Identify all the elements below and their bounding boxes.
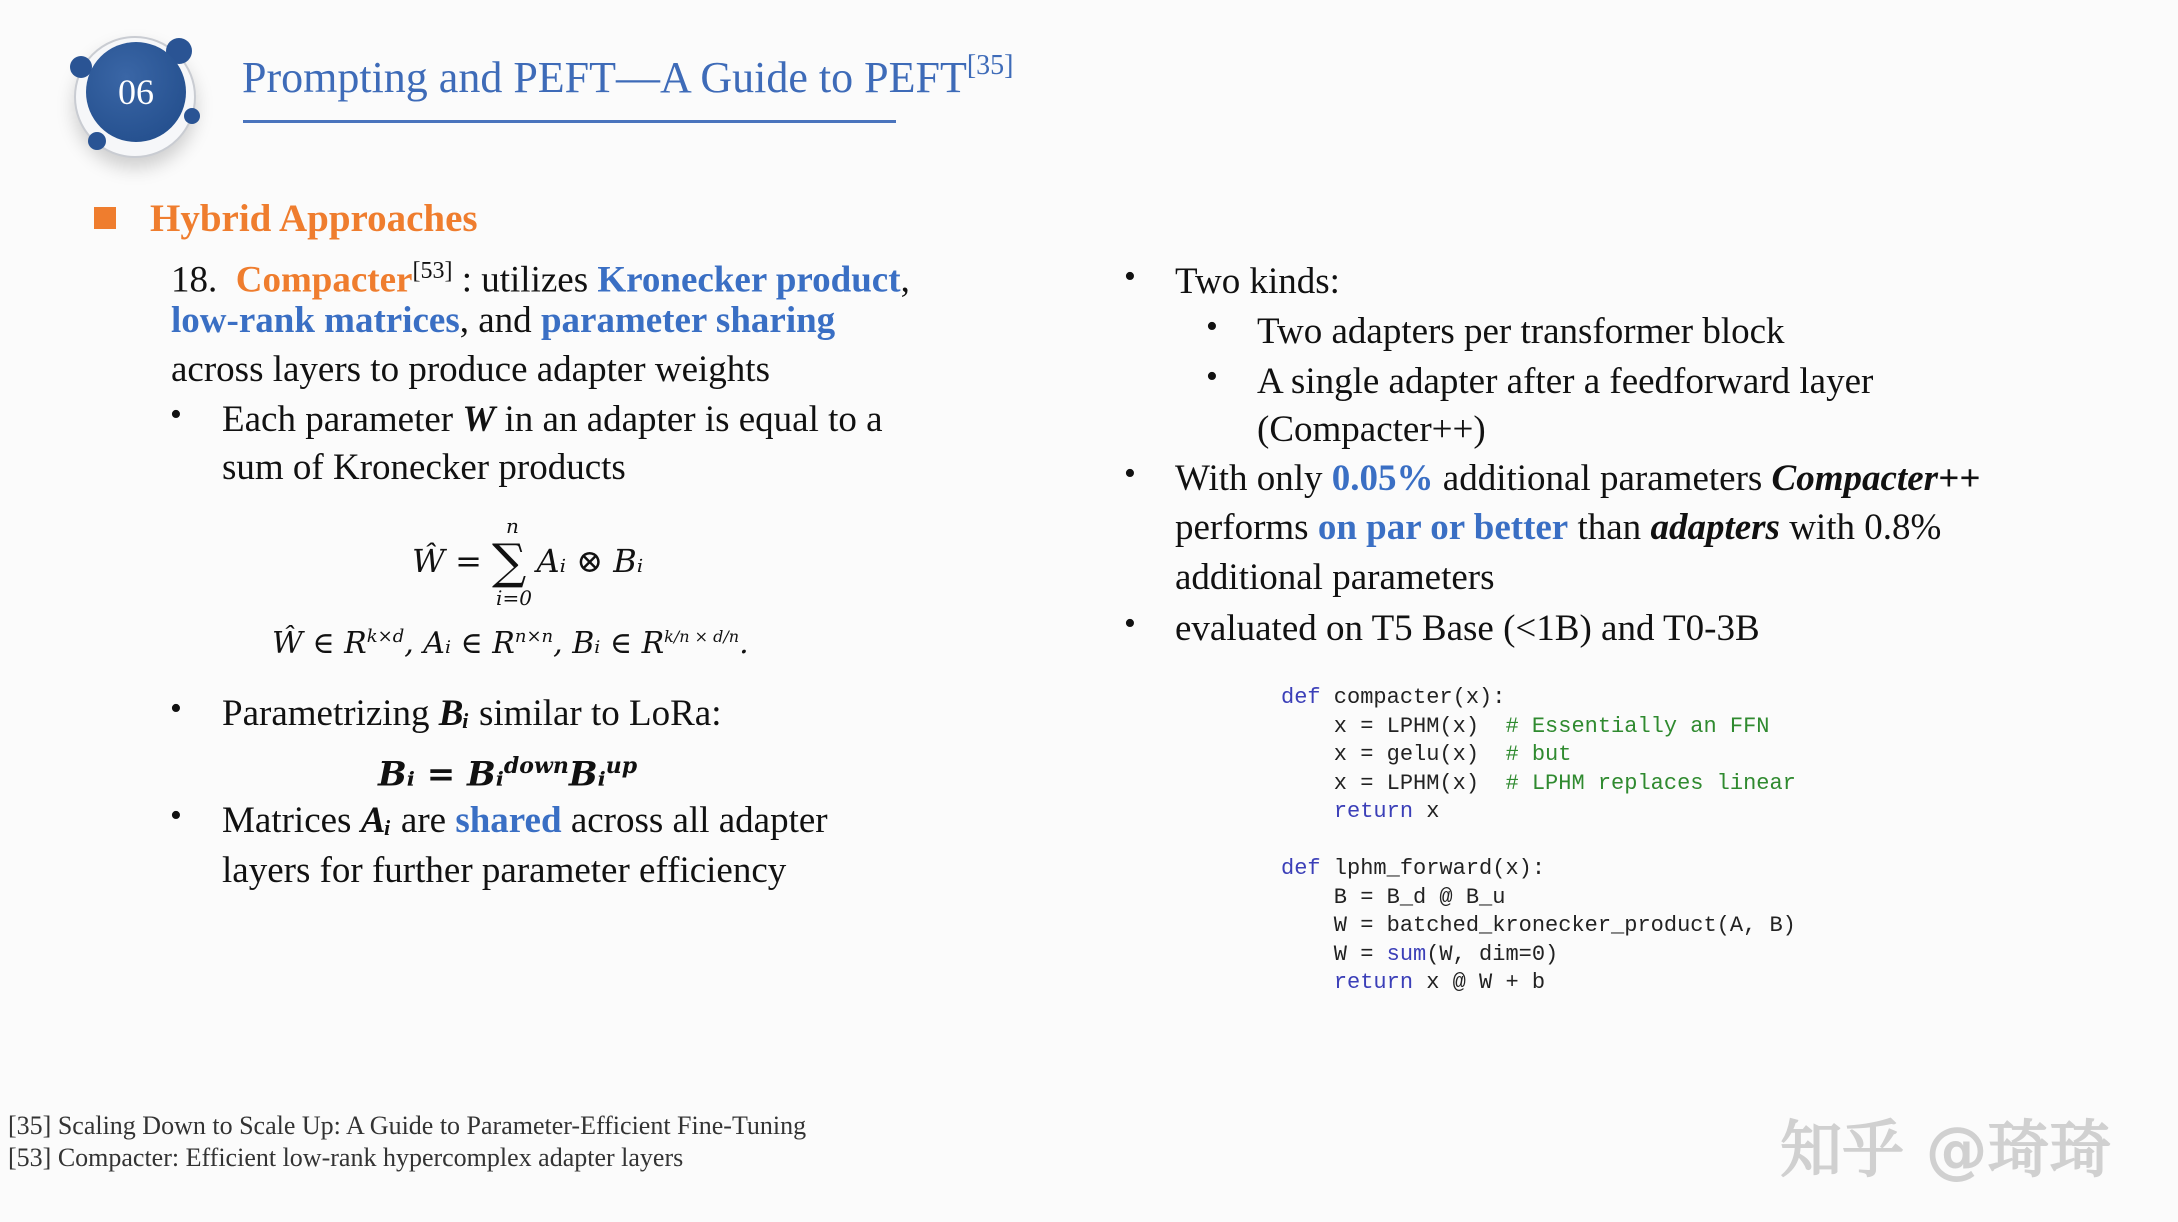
bullet-1-line-1 (222, 395, 883, 444)
code-text: W = (1281, 941, 1387, 967)
builtin: sum (1386, 941, 1427, 967)
equation-1 (412, 514, 644, 610)
sub-bullet-2: A single adapter after a feedforward layer (1257, 361, 1874, 402)
title-underline (243, 120, 896, 123)
text: Each parameter (222, 399, 463, 440)
keyword: def (1281, 685, 1321, 710)
code-comment: # LPHM replaces linear (1505, 770, 1796, 796)
text: , and (459, 300, 541, 341)
highlight: shared (455, 800, 562, 841)
text: across all adapter (561, 800, 828, 841)
section-number-badge: 06 (86, 42, 186, 142)
item-line-3: across layers to produce adapter weights (171, 349, 770, 390)
keyword: def (1281, 856, 1321, 881)
code-text: x @ W + b (1413, 970, 1546, 995)
badge-dot (88, 132, 106, 150)
equation-3 (378, 742, 637, 799)
right-bullet-2-line-3: additional parameters (1175, 557, 1495, 598)
text: Parametrizing (222, 693, 439, 734)
bullet-icon: • (170, 797, 182, 834)
eq-part: Bᵢ (568, 754, 606, 795)
slide-title (242, 50, 1013, 103)
code-block (1281, 684, 1796, 998)
bullet-3-line-1 (222, 796, 828, 845)
bullet-icon: • (1124, 455, 1136, 492)
bullet-2 (222, 689, 722, 738)
section-heading: Hybrid Approaches (150, 197, 478, 240)
eq-part: Ŵ ∈ R (272, 626, 367, 661)
code-comment: # but (1505, 742, 1572, 767)
text: : utilizes (452, 259, 598, 301)
equation-2 (272, 626, 749, 661)
var-b: Bᵢ (438, 693, 470, 734)
code-text: B = B_d @ B_u (1281, 884, 1506, 910)
right-bullet-1: Two kinds: (1175, 261, 1340, 302)
highlight: Kronecker product (597, 259, 901, 301)
emphasis: Compacter++ (1771, 458, 1981, 499)
square-bullet-icon (94, 207, 116, 229)
keyword: return (1333, 970, 1414, 995)
bullet-3-line-2: layers for further parameter efficiency (222, 850, 787, 891)
footnote-53: [53] Compacter: Efficient low-rank hypercomplex adapter layers (8, 1143, 684, 1172)
eq-part: , Bᵢ ∈ R (553, 626, 665, 661)
right-bullet-2-line-1 (1175, 454, 1980, 503)
code-text: x = gelu(x) (1281, 742, 1506, 767)
badge-dot (184, 108, 200, 124)
text: , (900, 259, 910, 301)
bullet-icon: • (1206, 308, 1218, 345)
eq-sup: k×d (366, 626, 405, 647)
bullet-icon: • (1206, 358, 1218, 395)
eq-part: , Aᵢ ∈ R (404, 626, 515, 661)
code-text: (W, dim=0) (1426, 941, 1559, 967)
footnote-35: [35] Scaling Down to Scale Up: A Guide to Parameter-Efficient Fine-Tuning (8, 1111, 807, 1140)
text: than (1568, 507, 1651, 548)
highlight: low-rank matrices (171, 300, 460, 341)
eq-lhs: Ŵ = (412, 542, 493, 580)
text: additional parameters (1433, 458, 1772, 499)
sub-bullet-2-cont: (Compacter++) (1257, 409, 1486, 450)
text: Matrices (222, 800, 361, 841)
bullet-1-line-2: sum of Kronecker products (222, 447, 626, 488)
item-line-2 (171, 296, 835, 345)
bullet-icon: • (170, 690, 182, 727)
right-bullet-2-line-2 (1175, 503, 1941, 552)
eq-sup: down (503, 753, 569, 779)
var-a: Aᵢ (360, 800, 392, 841)
sub-bullet-1: Two adapters per transformer block (1257, 311, 1785, 352)
keyword: return (1333, 799, 1414, 824)
text: with 0.8% (1779, 507, 1942, 548)
eq-sup: up (605, 753, 638, 779)
code-text: lphm_forward(x): (1320, 856, 1546, 881)
emphasis: adapters (1650, 507, 1780, 548)
text: With only (1175, 458, 1332, 499)
text: are (391, 800, 456, 841)
eq-part: . (739, 626, 749, 661)
bullet-icon: • (1124, 258, 1136, 295)
eq-sup: n×n (514, 626, 554, 647)
title-ref: [35] (966, 50, 1014, 81)
item-number: 18. (171, 259, 218, 301)
item-name: Compacter (235, 259, 413, 301)
highlight: parameter sharing (540, 300, 836, 341)
text: in an adapter is equal to a (495, 399, 883, 440)
sum-symbol: ∑ (492, 534, 527, 590)
bullet-icon: • (1124, 605, 1136, 642)
bullet-icon: • (170, 396, 182, 433)
code-text: W = batched_kronecker_product(A, B) (1281, 913, 1796, 938)
right-bullet-3: evaluated on T5 Base (<1B) and T0-3B (1175, 608, 1760, 649)
eq-sup: k/n × d/n (664, 627, 740, 646)
code-text: compacter(x): (1320, 685, 1506, 710)
code-text: x = LPHM(x) (1281, 770, 1506, 796)
eq-rhs: Aᵢ ⊗ Bᵢ (536, 542, 644, 580)
sum-lower: i=0 (496, 586, 532, 610)
code-text: x (1413, 799, 1440, 824)
eq-part: Bᵢ = Bᵢ (378, 754, 504, 795)
watermark: 知乎 @琦琦 (1780, 1113, 2112, 1186)
item-ref: [53] (412, 258, 453, 284)
text: performs (1175, 507, 1318, 548)
text: similar to LoRa: (469, 693, 722, 734)
highlight: 0.05% (1331, 458, 1434, 499)
title-text: Prompting and PEFT—A Guide to PEFT (242, 53, 967, 102)
sum-upper: n (506, 514, 519, 538)
var-w: W (462, 399, 496, 440)
code-comment: # Essentially an FFN (1505, 713, 1770, 739)
code-text: x = LPHM(x) (1281, 713, 1506, 739)
highlight: on par or better (1317, 507, 1569, 548)
